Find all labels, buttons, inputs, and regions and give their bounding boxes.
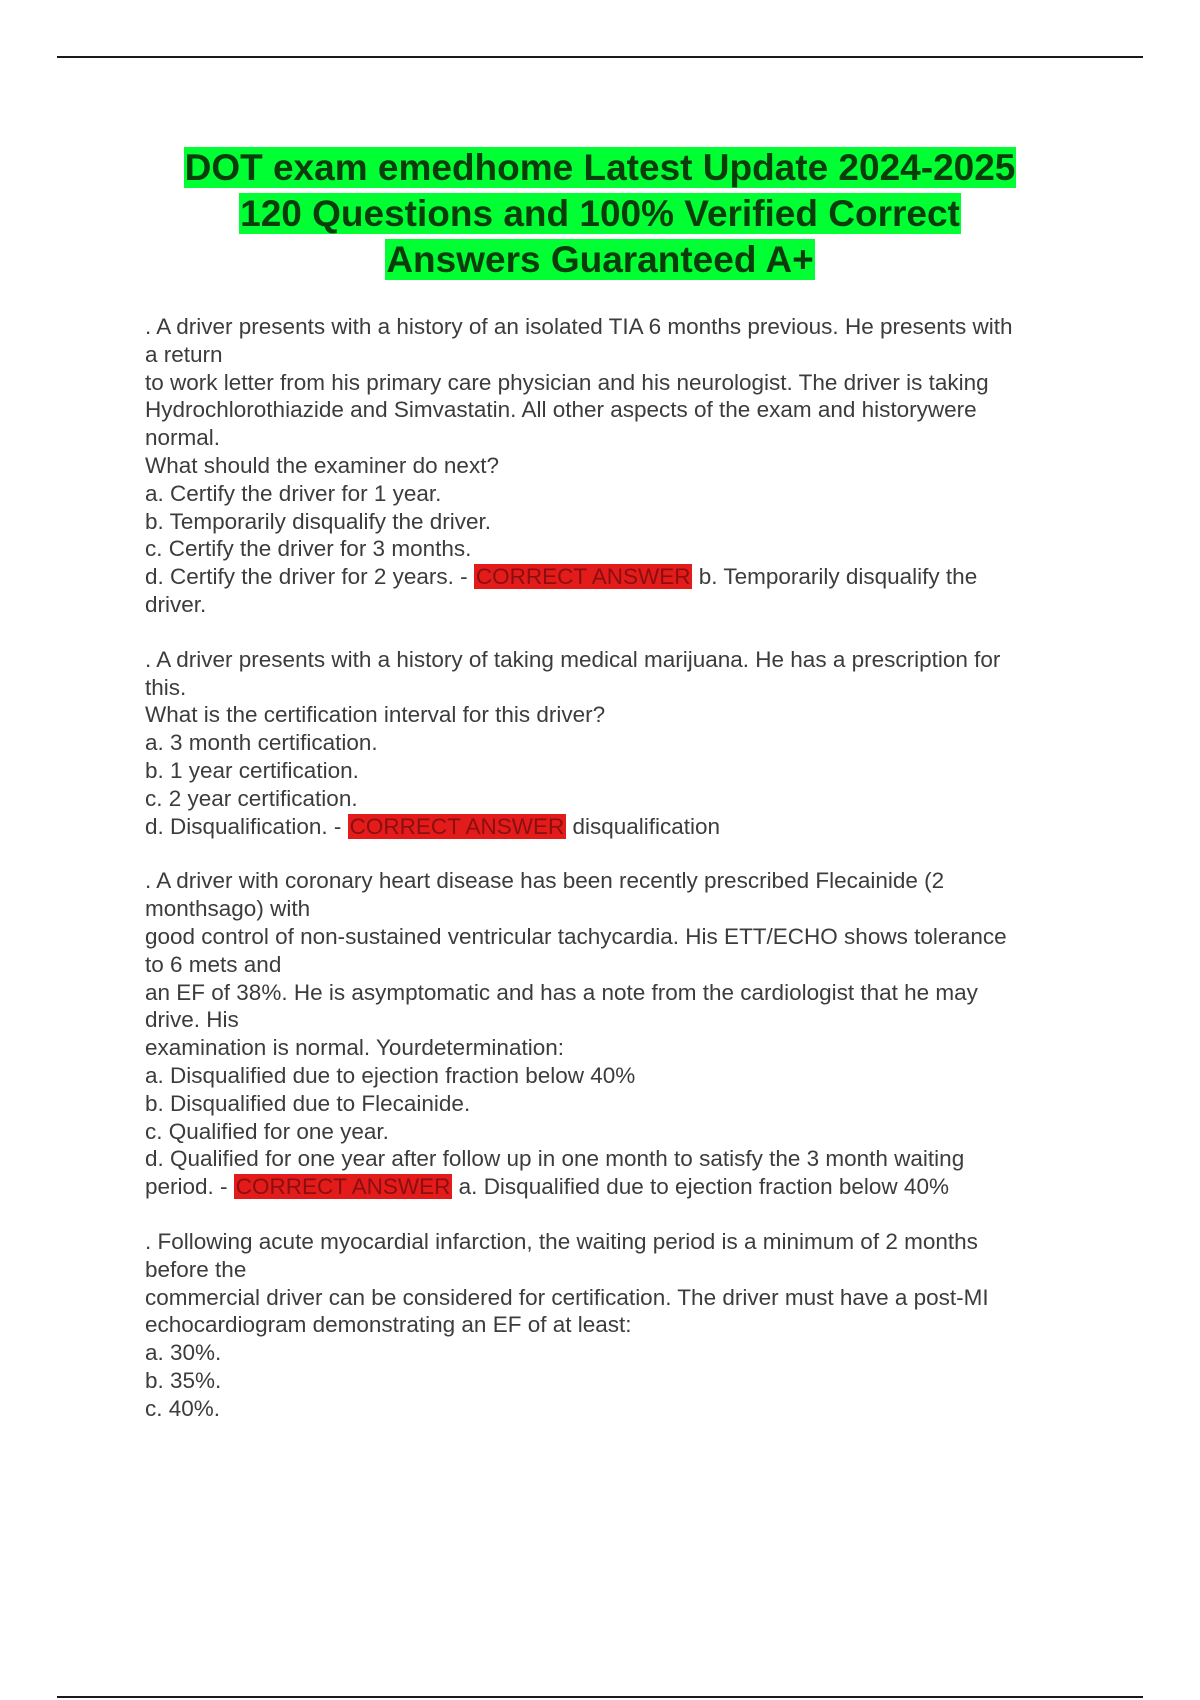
option-c: c. Certify the driver for 3 months. [145, 536, 472, 562]
option-b: b. Disqualified due to Flecainide. [145, 1090, 471, 1116]
option-b: b. 1 year certification. [145, 757, 359, 783]
answer-text: b. Temporarily disqualify the [698, 564, 978, 590]
title-line-1: DOT exam emedhome Latest Update 2024-2025 [184, 147, 1016, 188]
question-prompt: What should the examiner do next? [145, 452, 499, 478]
option-a: a. Certify the driver for 1 year. [145, 480, 442, 506]
option-a: a. 3 month certification. [145, 730, 378, 756]
option-c: c. Qualified for one year. [145, 1118, 389, 1144]
option-d-with-answer [145, 813, 1085, 841]
question-text-line: to work letter from his primary care physician and his neurologist. The driver is taking [145, 369, 989, 395]
answer-text: a. Disqualified due to ejection fraction below 40% [458, 1174, 949, 1200]
question-text-line: monthsago) with [145, 896, 311, 922]
title-line-3: Answers Guaranteed A+ [386, 239, 814, 280]
correct-answer-tag: CORRECT ANSWER [235, 1174, 451, 1200]
option-d: d. Qualified for one year after follow up in one month to satisfy the 3 month waiting [145, 1146, 965, 1172]
question-prompt: examination is normal. Yourdetermination: [145, 1035, 564, 1061]
document-title [100, 145, 1100, 283]
top-divider [57, 56, 1143, 58]
answer-prefix: d. Disqualification. - [145, 813, 348, 839]
answer-text-continued: driver. [145, 591, 207, 617]
questions-body [145, 313, 1085, 1449]
option-a: a. Disqualified due to ejection fraction below 40% [145, 1062, 636, 1088]
option-b: b. Temporarily disqualify the driver. [145, 508, 491, 534]
question-4 [145, 1228, 1085, 1423]
question-2 [145, 646, 1085, 841]
question-3 [145, 867, 1085, 1201]
question-text-line: an EF of 38%. He is asymptomatic and has a note from the cardiologist that he may [145, 979, 978, 1005]
question-text-line: Hydrochlorothiazide and Simvastatin. All other aspects of the exam and historywere [145, 397, 977, 423]
correct-answer-tag: CORRECT ANSWER [349, 813, 565, 839]
option-a: a. 30%. [145, 1340, 222, 1366]
question-text-line: to 6 mets and [145, 951, 282, 977]
option-d-with-answer [145, 1173, 1085, 1201]
question-text-line: normal. [145, 425, 221, 451]
answer-text: disqualification [572, 813, 721, 839]
question-text-line: a return [145, 341, 223, 367]
question-text-line: this. [145, 674, 187, 700]
answer-prefix: period. - [145, 1174, 234, 1200]
title-line-2: 120 Questions and 100% Verified Correct [240, 193, 960, 234]
question-prompt: echocardiogram demonstrating an EF of at least: [145, 1312, 632, 1338]
question-1 [145, 313, 1085, 619]
option-b: b. 35%. [145, 1367, 222, 1393]
question-text-line: good control of non-sustained ventricular tachycardia. His ETT/ECHO shows tolerance [145, 923, 1007, 949]
question-text-line: . A driver presents with a history of taking medical marijuana. He has a prescription for [145, 646, 1001, 672]
answer-prefix: d. Certify the driver for 2 years. - [145, 564, 474, 590]
bottom-divider [57, 1696, 1143, 1698]
question-text-line: . Following acute myocardial infarction, the waiting period is a minimum of 2 months [145, 1228, 978, 1254]
question-prompt: What is the certification interval for this driver? [145, 702, 606, 728]
option-c: c. 2 year certification. [145, 785, 358, 811]
question-text-line: . A driver presents with a history of an isolated TIA 6 months previous. He presents with [145, 314, 1013, 339]
question-text-line: drive. His [145, 1007, 239, 1033]
question-text-line: . A driver with coronary heart disease has been recently prescribed Flecainide (2 [145, 868, 945, 894]
option-d-with-answer [145, 563, 1085, 591]
question-text-line: commercial driver can be considered for certification. The driver must have a post-MI [145, 1284, 989, 1310]
correct-answer-tag: CORRECT ANSWER [475, 564, 691, 590]
option-c: c. 40%. [145, 1395, 221, 1421]
question-text-line: before the [145, 1256, 247, 1282]
